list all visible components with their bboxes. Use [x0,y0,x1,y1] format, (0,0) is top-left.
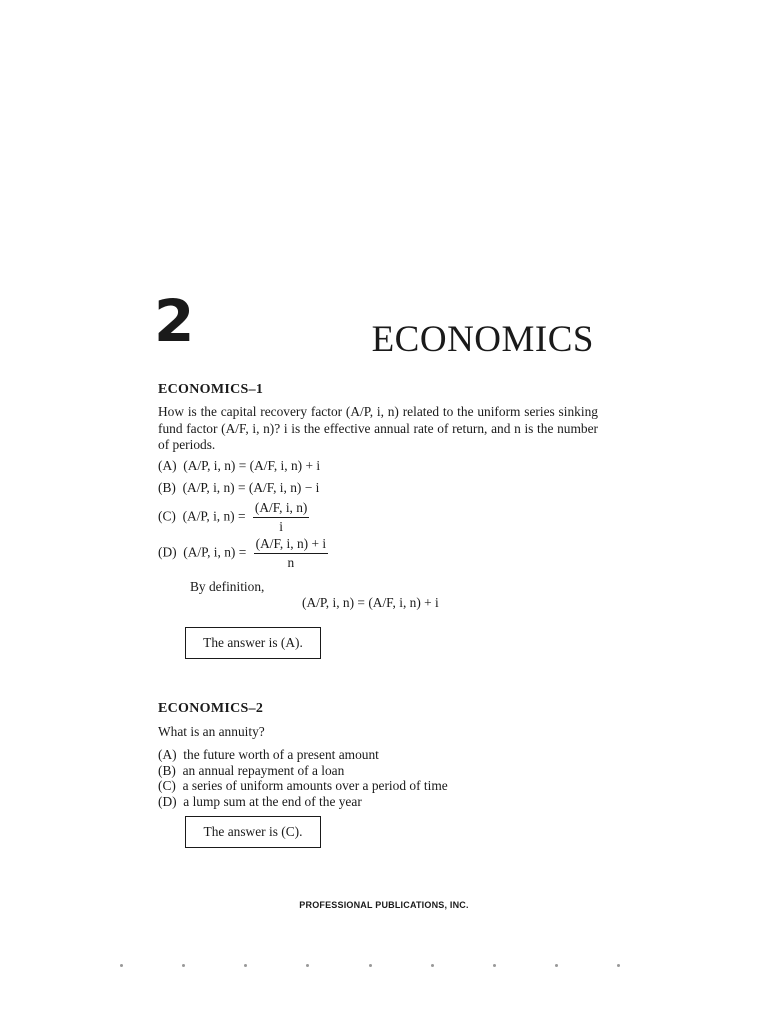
solution-intro: By definition, [190,579,265,594]
option-text: (A/P, i, n) = (A/F, i, n) + i [183,458,321,473]
option-label: (A) [158,747,177,762]
scan-dot [431,964,434,967]
fraction-numerator: (A/F, i, n) + i [254,536,328,554]
scan-dot [244,964,247,967]
option-label: (D) [158,794,177,809]
option-c [158,500,309,535]
answer-box [185,816,321,848]
question-text: How is the capital recovery factor (A/P, i, n) related to the uniform series sinking fund factor (A/F, i, n)? i is the effective annual rate of return, and n is the number of periods. [158,404,598,452]
option-text: an annual repayment of a loan [182,763,345,778]
problem-heading: ECONOMICS–2 [158,701,264,716]
fraction-denominator: i [279,519,284,534]
chapter-number: 2 [154,287,195,355]
answer-text: The answer is (A). [203,635,303,650]
option-c [158,778,448,794]
option-d [158,794,362,810]
option-text: a series of uniform amounts over a period of time [182,778,448,793]
scan-dot [555,964,558,967]
scan-dot [369,964,372,967]
option-label: (D) [158,544,177,560]
chapter-title: ECONOMICS [371,319,594,360]
option-lhs: (A/P, i, n) = [182,508,246,524]
question-text: What is an annuity? [158,724,265,739]
solution-equation: (A/P, i, n) = (A/F, i, n) + i [302,595,439,610]
fraction-numerator: (A/F, i, n) [253,500,310,518]
answer-box [185,627,321,659]
option-a [158,458,320,474]
scan-dot [120,964,123,967]
option-d [158,536,328,571]
fraction [253,500,310,535]
scan-dot [617,964,620,967]
option-lhs: (A/P, i, n) = [183,544,247,560]
scan-dot [182,964,185,967]
option-text: the future worth of a present amount [183,747,379,762]
option-label: (A) [158,458,177,473]
publisher-footer: PROFESSIONAL PUBLICATIONS, INC. [299,900,469,910]
option-label: (B) [158,763,176,778]
scan-dot [493,964,496,967]
scan-dot [306,964,309,967]
option-b [158,763,344,779]
option-a [158,747,379,763]
fraction [254,536,328,571]
answer-text: The answer is (C). [203,824,303,839]
option-label: (C) [158,778,176,793]
option-b [158,480,319,496]
option-label: (C) [158,508,176,524]
option-text: (A/P, i, n) = (A/F, i, n) − i [182,480,320,495]
problem-heading: ECONOMICS–1 [158,382,264,397]
option-text: a lump sum at the end of the year [183,794,362,809]
option-label: (B) [158,480,176,495]
scan-artifact-dots [120,964,620,967]
fraction-denominator: n [287,555,295,570]
